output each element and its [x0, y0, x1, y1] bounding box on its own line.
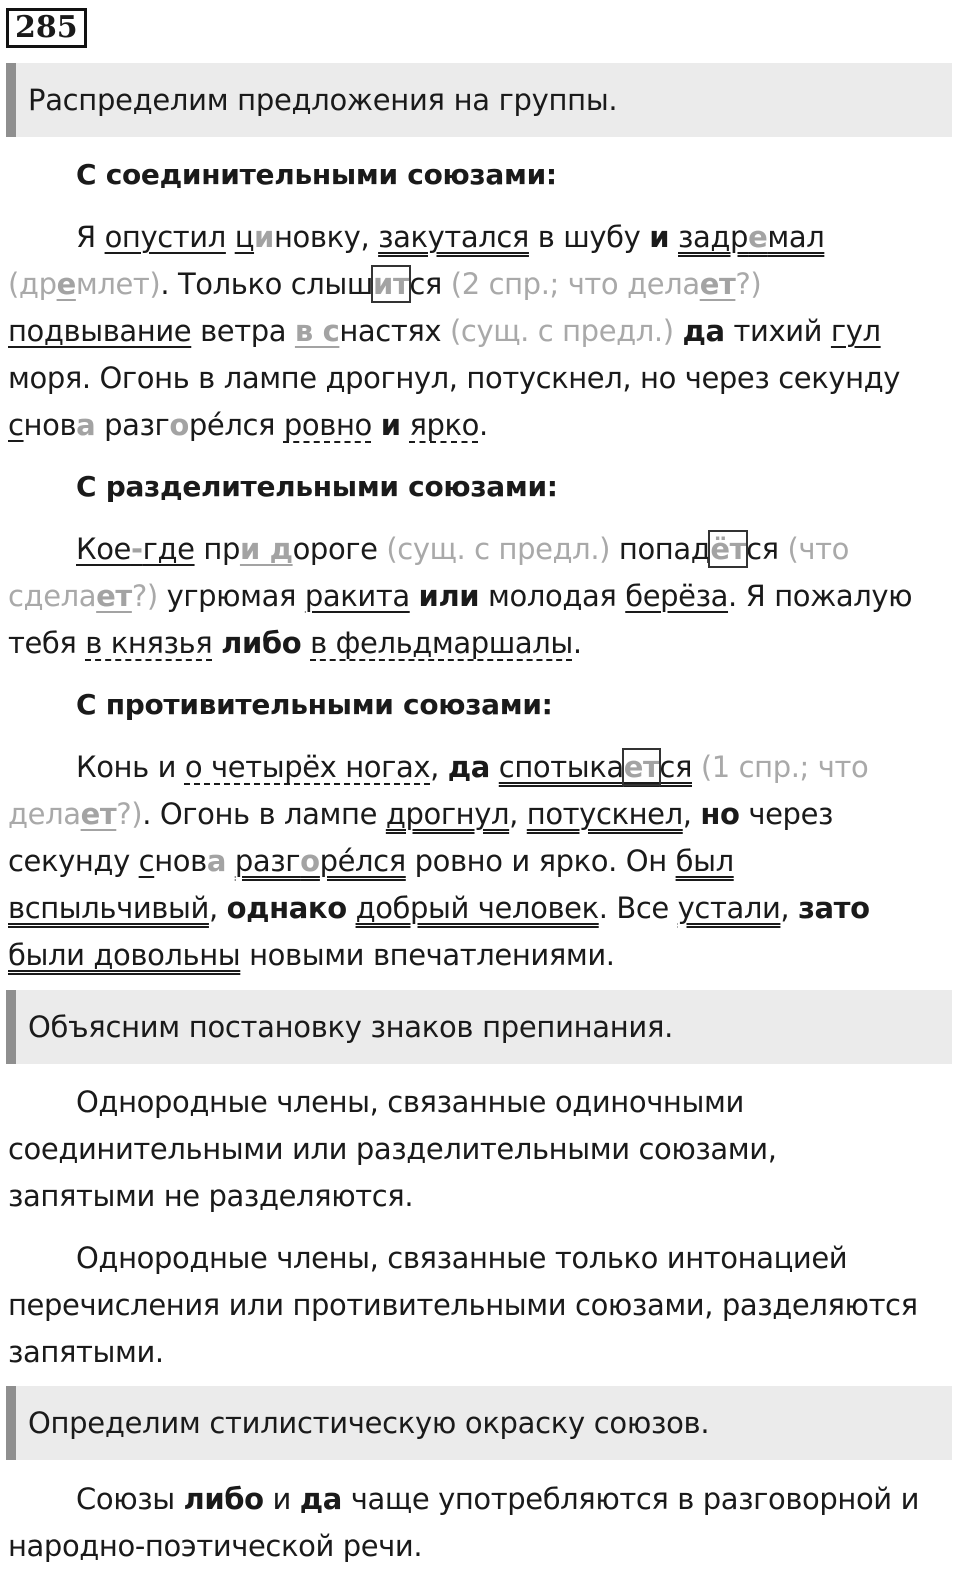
explain-p1-line-3: запятыми не разделяются. — [8, 1179, 414, 1213]
heading-connective: С соединительными союзами: — [76, 158, 557, 191]
g3-line-3: секунду снова разгоре́лся ровно и ярко. Он был — [8, 844, 734, 878]
g1-line-5: снова разгоре́лся ровно и ярко. — [8, 408, 488, 442]
style-line-2: народно-поэтической речи. — [8, 1529, 423, 1563]
explain-p2-line-2: перечисления или противительными союзами, разделяются — [8, 1288, 918, 1322]
g3-line-2: делает?). Огонь в лампе дрогнул, потускнел, но через — [8, 797, 834, 831]
g2-line-2: сделает?) угрюмая ракита или молодая берёза. Я пожалую — [8, 579, 913, 613]
g3-line-4: вспыльчивый, однако добрый человек. Все устали, зато — [8, 891, 870, 925]
section-heading-groups: Распределим предложения на группы. — [6, 63, 952, 137]
g1-line-4: моря. Огонь в лампе дрогнул, потускнел, но через секунду — [8, 361, 901, 395]
style-line-1: Союзы либо и да чаще употребляются в разговорной и — [76, 1482, 920, 1516]
g1-line-3: подвывание ветра в снастях (сущ. с предл.) да тихий гул — [8, 314, 881, 348]
explain-p2-line-3: запятыми. — [8, 1335, 164, 1369]
g1-line-1: Я опустил циновку, закутался в шубу и задремал — [76, 220, 825, 254]
section-heading-punctuation: Объясним постановку знаков препинания. — [6, 990, 952, 1064]
g2-line-3: тебя в князья либо в фельдмаршалы. — [8, 626, 582, 660]
section-heading-style: Определим стилистическую окраску союзов. — [6, 1386, 952, 1460]
g3-line-1: Конь и о четырёх ногах, да спотыкается (1 спр.; что — [76, 750, 869, 784]
g1-line-2: (дремлет). Только слышится (2 спр.; что делает?) — [8, 267, 762, 301]
explain-p1-line-2: соединительными или разделительными союзами, — [8, 1132, 777, 1166]
explain-p1-line-1: Однородные члены, связанные одиночными — [76, 1085, 744, 1119]
heading-adversative: С противительными союзами: — [76, 688, 553, 721]
task-number: 285 — [6, 8, 87, 48]
g2-line-1: Кое-где при дороге (сущ. с предл.) попадётся (что — [76, 532, 849, 566]
heading-disjunctive: С разделительными союзами: — [76, 470, 558, 503]
g3-line-5: были довольны новыми впечатлениями. — [8, 938, 615, 972]
explain-p2-line-1: Однородные члены, связанные только интонацией — [76, 1241, 848, 1275]
